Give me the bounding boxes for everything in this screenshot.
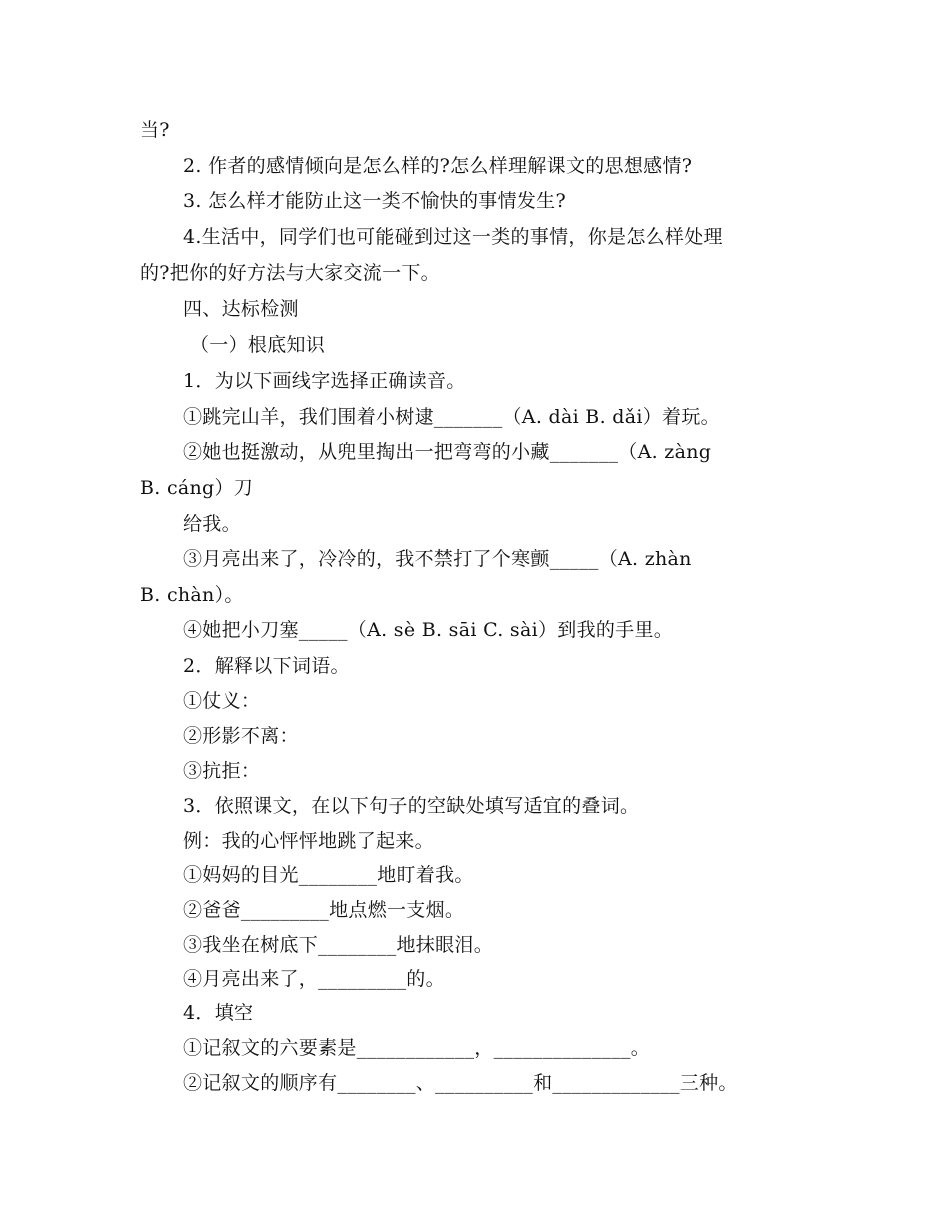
exercise-1-item-2-end: 给我。 (183, 513, 241, 535)
exercise-1-prompt: 1．为以下画线字选择正确读音。 (183, 370, 466, 392)
question-3: 3. 怎么样才能防止这一类不愉快的事情发生? (183, 190, 566, 212)
exercise-2-item-1: ①仗义： (183, 690, 261, 712)
subsection-heading: （一）根底知识 (190, 334, 326, 356)
exercise-3-item-4: ④月亮出来了，_________的。 (183, 968, 445, 990)
exercise-3-item-1: ①妈妈的目光________地盯着我。 (183, 864, 474, 886)
question-2: 2. 作者的感情倾向是怎么样的?怎么样理解课文的思想感情? (183, 155, 693, 177)
exercise-3-prompt: 3．依照课文，在以下句子的空缺处填写适宜的叠词。 (183, 795, 640, 817)
exercise-1-item-3-continuation: B. chàn）。 (140, 584, 244, 606)
section-heading: 四、达标检测 (183, 298, 299, 320)
exercise-3-example: 例：我的心怦怦地跳了起来。 (183, 830, 434, 852)
exercise-1-item-3: ③月亮出来了，冷冷的，我不禁打了个寒颤_____（A. zhàn (183, 548, 692, 570)
exercise-1-item-4: ④她把小刀塞_____（A. sè B. sāi C. sài）到我的手里。 (183, 619, 674, 641)
exercise-3-item-3: ③我坐在树底下________地抹眼泪。 (183, 934, 494, 956)
exercise-2-item-2: ②形影不离： (183, 725, 299, 747)
exercise-4-item-2: ②记叙文的顺序有________、__________和_____________三种。 (183, 1072, 738, 1094)
question-4-continuation: 的?把你的好方法与大家交流一下。 (140, 262, 440, 284)
exercise-2-item-3: ③抗拒： (183, 760, 261, 782)
exercise-4-prompt: 4．填空 (183, 1002, 254, 1024)
text-line-continuation: 当? (140, 119, 170, 141)
exercise-1-item-2-continuation: B. cáng）刀 (140, 477, 254, 499)
exercise-1-item-1: ①跳完山羊，我们围着小树逮_______（A. dài B. dǎi）着玩。 (183, 406, 720, 428)
exercise-3-item-2: ②爸爸_________地点燃一支烟。 (183, 899, 465, 921)
exercise-1-item-2: ②她也挺激动，从兜里掏出一把弯弯的小藏_______（A. zàng (183, 441, 712, 463)
exercise-2-prompt: 2．解释以下词语。 (183, 655, 350, 677)
exercise-4-item-1: ①记叙文的六要素是____________，______________。 (183, 1037, 651, 1059)
question-4: 4.生活中，同学们也可能碰到过这一类的事情，你是怎么样处理 (183, 226, 723, 248)
